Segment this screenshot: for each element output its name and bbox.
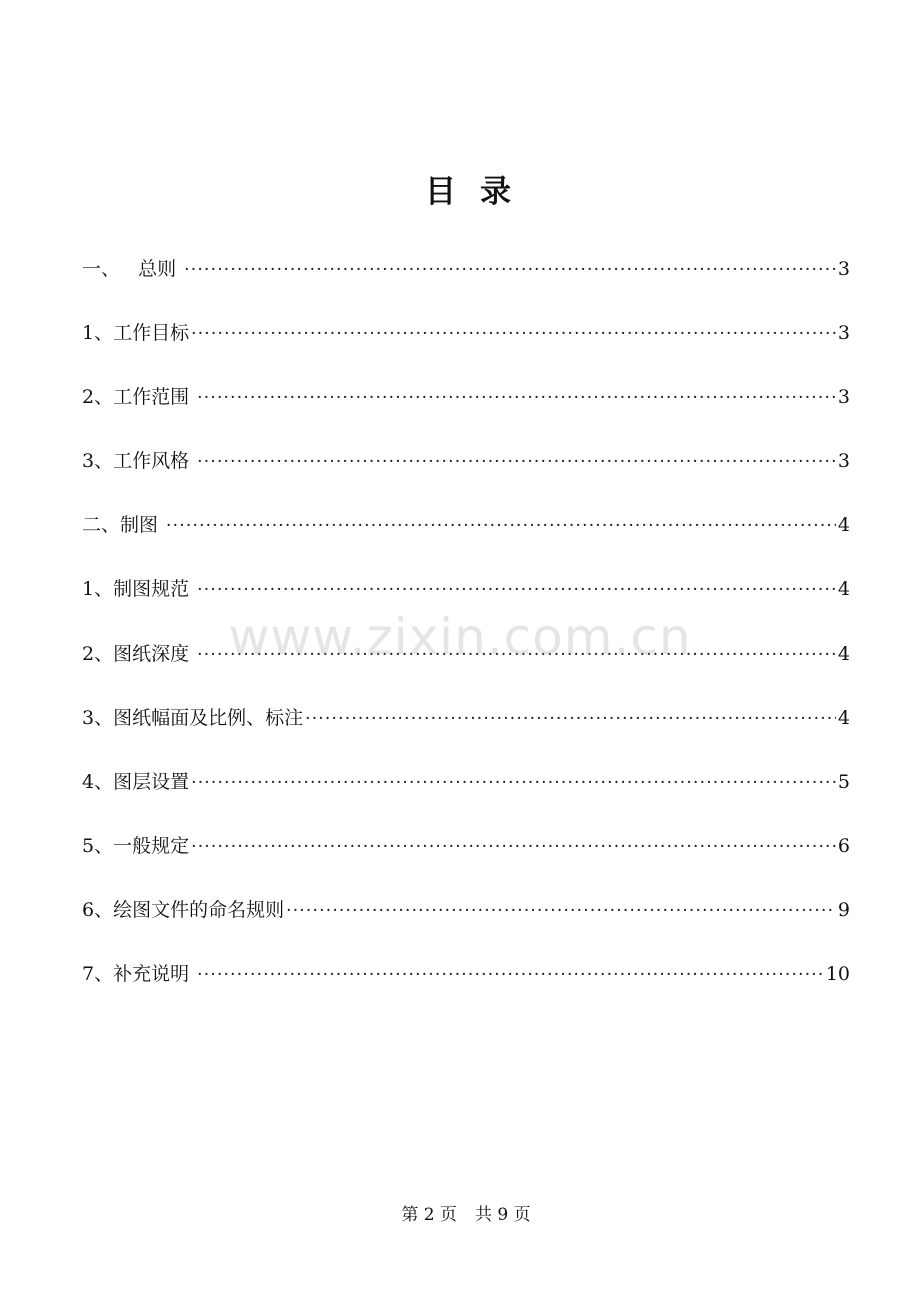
- toc-entry[interactable]: [82, 701, 850, 765]
- toc-dot-leader: [191, 830, 836, 864]
- table-of-contents: [82, 252, 850, 1021]
- page-number: 第 2 页: [401, 1205, 457, 1225]
- watermark: www.zixin.com.cn: [228, 608, 692, 666]
- toc-entry-page: 10: [825, 963, 850, 986]
- toc-entry[interactable]: [82, 572, 850, 636]
- toc-entry[interactable]: [82, 957, 850, 1021]
- toc-entry-page: 4: [837, 642, 850, 665]
- toc-entry-label: 2、工作范围: [82, 386, 196, 409]
- toc-entry-page: 3: [837, 258, 850, 280]
- toc-entry[interactable]: [82, 252, 850, 316]
- toc-dot-leader: [166, 509, 836, 543]
- toc-entry[interactable]: [82, 893, 850, 957]
- toc-dot-leader: [197, 573, 836, 607]
- toc-dot-leader: [305, 702, 836, 736]
- toc-entry-label: 3、工作风格: [82, 450, 196, 473]
- toc-entry-page: 5: [837, 770, 850, 793]
- toc-entry-label: 3、图纸幅面及比例、标注: [82, 706, 304, 729]
- toc-entry-label: 1、工作目标: [82, 322, 190, 345]
- toc-entry-page: 4: [837, 578, 850, 601]
- toc-entry-page: 6: [837, 834, 850, 857]
- toc-title: [0, 166, 920, 211]
- toc-entry[interactable]: [82, 444, 850, 508]
- toc-entry[interactable]: [82, 765, 850, 829]
- total-pages: 共 9 页: [475, 1205, 531, 1225]
- toc-dot-leader: [197, 381, 836, 415]
- toc-entry-label: 4、图层设置: [82, 770, 190, 793]
- toc-entry-label: 5、一般规定: [82, 834, 190, 857]
- toc-entry-page: 4: [837, 514, 850, 537]
- toc-dot-leader: [197, 445, 836, 479]
- toc-entry[interactable]: [82, 380, 850, 444]
- toc-dot-leader: [191, 766, 836, 800]
- toc-entry[interactable]: [82, 316, 850, 380]
- toc-entry-label: 6、绘图文件的命名规则: [82, 898, 285, 921]
- toc-entry-page: 9: [837, 898, 850, 921]
- toc-entry-page: 3: [837, 386, 850, 409]
- toc-entry-page: 3: [837, 450, 850, 473]
- toc-entry[interactable]: [82, 829, 850, 893]
- toc-dot-leader: [191, 317, 836, 351]
- toc-dot-leader: [197, 958, 824, 992]
- toc-entry-page: 4: [837, 706, 850, 729]
- toc-entry[interactable]: [82, 508, 850, 572]
- toc-dot-leader: [184, 253, 836, 287]
- toc-entry-label: 一、 总则: [82, 258, 183, 280]
- toc-entry-label: 1、制图规范: [82, 578, 196, 601]
- title-char-1: 目: [425, 174, 456, 210]
- page-footer: [0, 1200, 920, 1225]
- toc-dot-leader: [286, 894, 836, 928]
- toc-dot-leader: [197, 638, 836, 672]
- title-char-2: 录: [480, 174, 511, 210]
- toc-entry-label: 7、补充说明: [82, 963, 196, 986]
- toc-entry[interactable]: [82, 637, 850, 701]
- toc-entry-label: 二、制图: [82, 514, 165, 537]
- toc-entry-page: 3: [837, 322, 850, 345]
- toc-entry-label: 2、图纸深度: [82, 642, 196, 665]
